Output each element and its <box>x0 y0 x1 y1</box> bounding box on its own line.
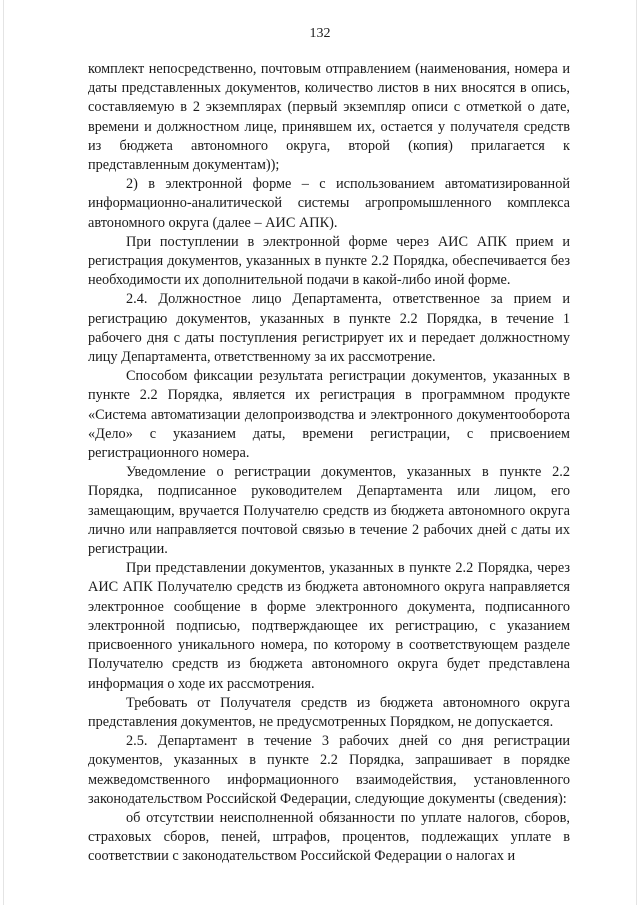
document-body <box>88 60 570 867</box>
scan-edge-right <box>636 0 637 905</box>
paragraph-2-4: 2.4. Должностное лицо Департамента, ответственное за прием и регистрацию документов, указанных в пункте 2.2 Порядка, в течение 1 рабочего дня с даты поступления регистрирует их и передает должностному лицу Департамента, ответственному за их рассмотрение. <box>88 291 570 366</box>
paragraph-no-extra-documents: Требовать от Получателя средств из бюджета автономного округа представления документов, не предусмотренных Порядком, не допускается. <box>88 694 570 730</box>
paragraph-electronic-form: 2) в электронной форме – с использованием автоматизированной информационно-аналитической системы агропромышленного комплекса автономного округа (далее – АИС АПК). <box>88 176 570 231</box>
page-number: 132 <box>309 26 331 41</box>
paragraph-continuation: комплект непосредственно, почтовым отправлением (наименования, номера и даты представленных документов, количество листов в них вносятся в опись, составляемую в 2 экземплярах (первый экземпляр описи с отметкой о дате, времени и должностном лице, принявшем их, остается у получателя средств из бюджета автономного округа, второй (копия) прилагается к представленным документам)); <box>88 61 570 174</box>
paragraph-registration-notice: Уведомление о регистрации документов, указанных в пункте 2.2 Порядка, подписанное руководителем Департамента или лицом, его замещающим, вручается Получателю средств из бюджета автономного округа лично или направляется почтовой связью в течение 2 рабочих дней с даты их регистрации. <box>88 464 570 558</box>
paragraph-ais-apk-message: При представлении документов, указанных в пункте 2.2 Порядка, через АИС АПК Получателю средств из бюджета автономного округа направляется электронное сообщение в форме электронного документа, подписанного электронной подписью, подтверждающее их регистрацию, с указанием присвоенного уникального номера, по которому в соответствующем разделе Получателю средств из бюджета автономного округа будет представлена информация о ходе их рассмотрения. <box>88 560 570 692</box>
paragraph-ais-apk-receipt: При поступлении в электронной форме через АИС АПК прием и регистрация документов, указанных в пункте 2.2 Порядка, обеспечивается без необходимости их дополнительной подачи в какой-либо иной форме. <box>88 233 570 289</box>
paragraph-registration-method: Способом фиксации результата регистрации документов, указанных в пункте 2.2 Порядка, является их регистрация в программном продукте «Система автоматизации делопроизводства и электронного документооборота «Дело» с указанием даты, времени регистрации, с присвоением регистрационного номера. <box>88 368 570 462</box>
scan-edge-left <box>3 0 4 905</box>
paragraph-tax-obligation: об отсутствии неисполненной обязанности по уплате налогов, сборов, страховых сборов, пеней, штрафов, процентов, подлежащих уплате в соответствии с законодательством Российской Федерации о налогах и <box>88 809 570 865</box>
paragraph-2-5: 2.5. Департамент в течение 3 рабочих дней со дня регистрации документов, указанных в пункте 2.2 Порядка, запрашивает в порядке межведомственного информационного взаимодействия, установленного законодательством Российской Федерации, следующие документы (сведения): <box>88 733 570 807</box>
